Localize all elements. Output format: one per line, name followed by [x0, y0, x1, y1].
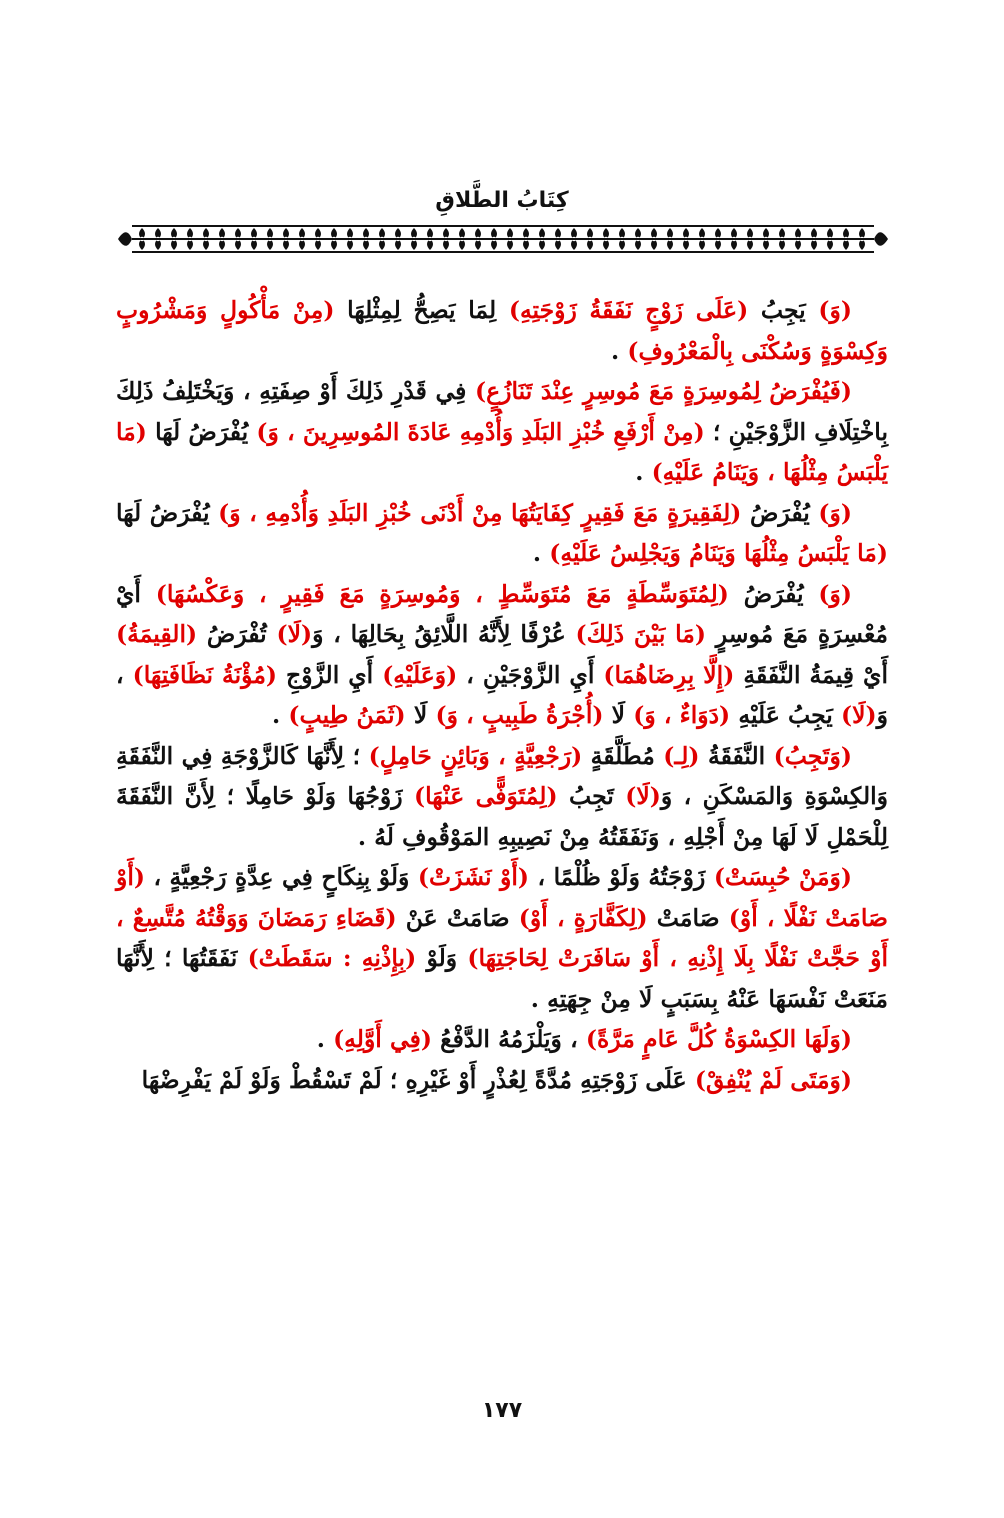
sharh-text-segment: وَلَوْ بِنِكَاحٍ فِي عِدَّةٍ رَجْعِيَّةٍ ، — [145, 863, 418, 891]
sharh-text-segment: يُفْرَضُ لَهَا — [146, 417, 257, 446]
matn-text-segment: (لِكَفَّارَةٍ ، أَوْ) — [518, 903, 648, 932]
sharh-text-segment: زَوْجُهَا وَلَوْ حَامِلًا ؛ لِأَنَّ النَّفَقَةَ لِلْحَمْلِ لَا لَهَا مِنْ أَجْلِهِ ، وَنَفَقَتُهُ مِنْ نَصِيبِهِ المَوْقُوفِ لَهُ . — [116, 782, 888, 851]
sharh-text-segment: وَلَوْ — [416, 944, 468, 972]
page-number: ١٧٧ — [481, 1398, 523, 1423]
ornamental-divider — [118, 224, 888, 254]
sharh-text-segment: ؛ لِأَنَّهَا كَالزَّوْجَةِ فِي النَّفَقَةِ وَالكِسْوَةِ وَالمَسْكَنِ ، وَ — [116, 741, 888, 810]
matn-text-segment: (وَ) — [809, 498, 852, 527]
matn-text-segment: (وَ) — [803, 579, 852, 608]
matn-text-segment: (فِي أَوَّلِهِ) — [333, 1025, 432, 1053]
sharh-text-segment: يُفْرَضُ لَهَا — [116, 498, 219, 527]
sharh-text-segment: زَوْجَتُهُ وَلَوْ ظُلْمًا ، — [529, 863, 714, 891]
matn-text-segment: (دَوَاءٌ ، وَ) — [633, 701, 731, 729]
sharh-text-segment: يُفْرَضُ — [741, 498, 810, 527]
matn-text-segment: (وَتَجِبُ) — [773, 741, 852, 770]
sharh-text-segment: أَيِ الزَّوْجِ — [277, 660, 383, 689]
matn-text-segment: (عَلَى زَوْجٍ نَفَقَةُ زَوْجَتِهِ) — [508, 296, 749, 324]
paragraph — [116, 736, 888, 858]
matn-text-segment: (أَوْ صَامَتْ نَفْلًا ، أَوْ) — [116, 863, 889, 932]
sharh-text-segment: صَامَتْ — [647, 903, 729, 932]
matn-text-segment: (مِنْ مَأْكُولٍ وَمَشْرُوبٍ وَكِسْوَةٍ وَسُكْنَى بِالْمَعْرُوفِ) — [116, 296, 888, 365]
matn-text-segment: (بِإِذْنِهِ : سَقَطَتْ) — [247, 944, 417, 972]
sharh-text-segment: . — [316, 1025, 334, 1053]
sharh-text-segment: عُرْفًا لِأَنَّهُ اللَّائِقُ بِحَالِهَا ، وَ — [312, 620, 576, 648]
sharh-text-segment: لَا — [603, 701, 634, 729]
sharh-text-segment: مُطَلَّقَةٍ — [582, 741, 664, 770]
matn-text-segment: (وَلَهَا الكِسْوَةُ كُلَّ عَامٍ مَرَّةً) — [585, 1025, 852, 1053]
paragraph — [116, 1060, 888, 1101]
matn-text-segment: (لَا) — [625, 782, 661, 810]
sharh-text-segment: النَّفَقَةُ — [699, 741, 774, 770]
sharh-text-segment: صَامَتْ عَنْ — [396, 903, 519, 932]
matn-text-segment: (مَا يَلْبَسُ مِثْلُهَا ، وَيَنَامُ عَلَيْهِ) — [116, 417, 888, 486]
matn-text-segment: (فَيُفْرَضُ لِمُوسِرَةٍ مَعَ مُوسِرٍ عِنْدَ تَنَازُعٍ) — [475, 377, 852, 405]
matn-text-segment: (مَا يَلْبَسُ مِثْلُهَا وَيَنَامُ وَيَجْلِسُ عَلَيْهِ) — [549, 539, 888, 567]
matn-text-segment: (لِـ) — [663, 741, 700, 770]
sharh-text-segment: . — [611, 336, 628, 365]
matn-text-segment: (لِمُتَوَسِّطَةٍ مَعَ مُتَوَسِّطٍ ، وَمُوسِرَةٍ مَعَ فَقِيرٍ ، وَعَكْسُهَا) — [155, 579, 729, 608]
ornament-band-icon — [118, 224, 888, 254]
sharh-text-segment: يَجِبُ — [748, 296, 806, 324]
sharh-text-segment: لَا — [405, 701, 436, 729]
matn-text-segment: (قَضَاءِ رَمَضَانَ وَوَقْتُهُ مُتَّسِعٌ ، أَوْ حَجَّتْ نَفْلًا بِلَا إِذْنِهِ ، أَوْ سَافَرَتْ لِحَاجَتِهَا) — [116, 903, 889, 972]
sharh-text-segment: فِي قَدْرِ ذَلِكَ أَوْ صِفَتِهِ ، وَيَخْتَلِفُ ذَلِكَ بِاخْتِلَافِ الزَّوْجَيْنِ ؛ — [116, 377, 888, 446]
matn-text-segment: (مَا بَيْنَ ذَلِكَ) — [575, 620, 707, 648]
matn-text-segment: (وَعَلَيْهِ) — [382, 660, 458, 689]
sharh-text-segment: . — [532, 539, 550, 567]
document-body — [116, 290, 888, 1100]
sharh-text-segment: يَجِبُ عَلَيْهِ — [730, 701, 841, 729]
sharh-text-segment: تَجِبُ — [557, 782, 626, 810]
running-header-title: كِتَابُ الطَّلاقِ — [435, 188, 569, 213]
matn-text-segment: (وَمَنْ حُبِسَتْ) — [713, 863, 853, 891]
matn-text-segment: (مِنْ أَرْفَعِ خُبْزِ البَلَدِ وَأُدْمِهِ عَادَةَ المُوسِرِينَ ، وَ) — [256, 417, 705, 446]
sharh-text-segment: نَفَقَتُهَا ؛ لِأَنَّهَا مَنَعَتْ نَفْسَهَا عَنْهُ بِسَبَبٍ لَا مِنْ جِهَتِهِ . — [116, 944, 888, 1013]
paragraph — [116, 574, 888, 736]
matn-text-segment: (ثَمَنُ طِيبٍ) — [288, 701, 406, 729]
sharh-text-segment: . — [272, 701, 289, 729]
paragraph — [116, 493, 888, 574]
sharh-text-segment: . — [635, 458, 652, 486]
matn-text-segment: (إِلَّا بِرِضَاهُمَا) — [603, 660, 735, 689]
paragraph — [116, 371, 888, 493]
sharh-text-segment: يُفْرَضُ — [728, 579, 804, 608]
matn-text-segment: (مُؤْنَةُ نَظَافَتِهَا) — [132, 660, 278, 689]
sharh-text-segment: ، وَ — [116, 660, 888, 729]
matn-text-segment: (أَوْ نَشَزَتْ) — [417, 863, 530, 891]
matn-text-segment: (رَجْعِيَّةٍ ، وَبَائِنٍ حَامِلٍ) — [368, 741, 583, 770]
matn-text-segment: (لَا) — [276, 620, 313, 648]
matn-text-segment: (لِمُتَوَفًّى عَنْهَا) — [414, 782, 558, 810]
matn-text-segment: (القِيمَةُ) — [116, 620, 198, 648]
matn-text-segment: (أُجْرَةُ طَبِيبٍ ، وَ) — [435, 701, 604, 729]
paragraph — [116, 1019, 888, 1060]
sharh-text-segment: عَلَى زَوْجَتِهِ مُدَّةً لِعُذْرٍ أَوْ غَيْرِهِ ؛ لَمْ تَسْقُطْ وَلَوْ لَمْ يَفْرِضْهَا — [141, 1065, 695, 1094]
sharh-text-segment: أَيِ الزَّوْجَيْنِ ، — [457, 660, 604, 689]
sharh-text-segment: تُفْرَضُ — [197, 620, 277, 648]
sharh-text-segment: أَيْ مُعْسِرَةٍ مَعَ مُوسِرٍ — [116, 579, 888, 648]
matn-text-segment: (لِفَقِيرَةٍ مَعَ فَقِيرٍ كِفَايَتُهَا مِنْ أَدْنَى خُبْزِ البَلَدِ وَأُدْمِهِ ، وَ) — [218, 498, 742, 527]
paragraph — [116, 290, 888, 371]
sharh-text-segment: أَيْ قِيمَةُ النَّفَقَةِ — [734, 660, 888, 689]
sharh-text-segment: لِمَا يَصِحُّ لِمِثْلِهَا — [334, 296, 509, 324]
sharh-text-segment: ، وَيَلْزَمُهُ الدَّفْعُ — [431, 1025, 586, 1053]
paragraph — [116, 857, 888, 1019]
matn-text-segment: (وَمَتَى لَمْ يُنْفِقْ) — [694, 1065, 852, 1094]
matn-text-segment: (لَا) — [841, 701, 877, 729]
matn-text-segment: (وَ) — [805, 296, 852, 324]
